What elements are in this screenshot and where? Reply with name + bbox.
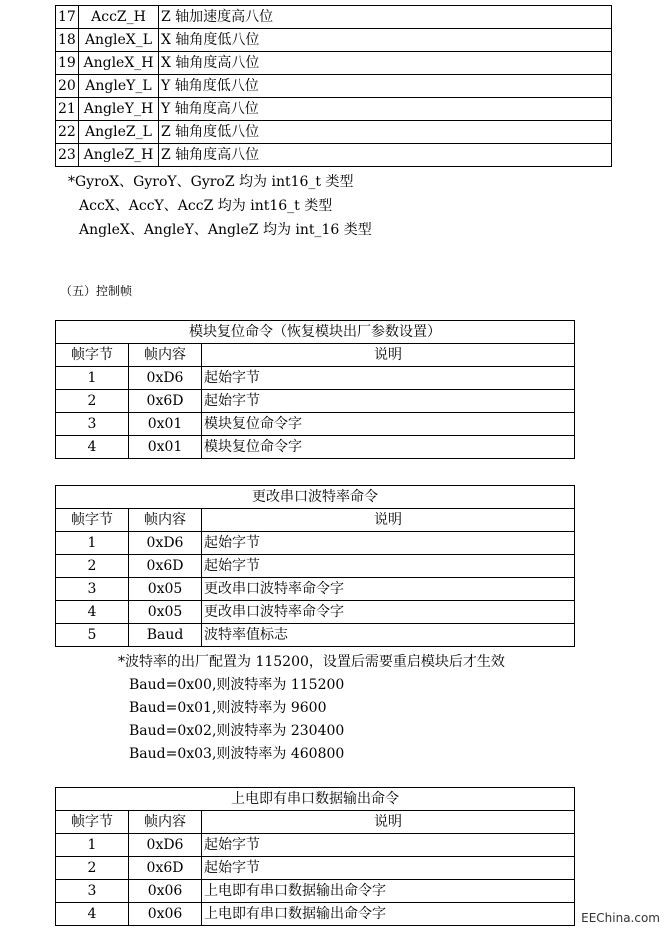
content-cell: 0x06 — [129, 880, 202, 903]
content-cell: 0x6D — [129, 390, 202, 413]
table-row — [56, 834, 575, 857]
content-cell: 0x06 — [129, 903, 202, 926]
table-title-row — [56, 486, 575, 509]
description-cell: 更改串口波特率命令字 — [202, 601, 575, 624]
reset-command-table — [55, 320, 575, 459]
content-cell: 0xD6 — [129, 532, 202, 555]
table-row — [56, 624, 575, 647]
description-cell: 模块复位命令字 — [202, 436, 575, 459]
register-name: AngleY_L — [79, 75, 159, 98]
type-note: AccX、AccY、AccZ 均为 int16_t 类型 — [79, 198, 333, 214]
table-row — [56, 121, 612, 144]
register-table-body — [56, 6, 612, 167]
content-cell: 0x6D — [129, 555, 202, 578]
reset-command-table-body — [56, 321, 575, 459]
baud-note: Baud=0x01,则波特率为 9600 — [129, 700, 327, 716]
table-row — [56, 98, 612, 121]
table-row — [56, 555, 575, 578]
description-cell: 更改串口波特率命令字 — [202, 578, 575, 601]
description-cell: 起始字节 — [202, 367, 575, 390]
content-cell: 0x05 — [129, 601, 202, 624]
column-header-byte: 帧字节 — [56, 811, 129, 834]
power-on-command-table-body — [56, 788, 575, 926]
register-number: 19 — [56, 52, 79, 75]
register-description: X 轴角度高八位 — [159, 52, 612, 75]
byte-cell: 1 — [56, 532, 129, 555]
column-header-content: 帧内容 — [129, 344, 202, 367]
byte-cell: 1 — [56, 834, 129, 857]
column-header-content: 帧内容 — [129, 811, 202, 834]
table-row — [56, 75, 612, 98]
register-description: Z 轴角度低八位 — [159, 121, 612, 144]
baud-note: Baud=0x03,则波特率为 460800 — [129, 746, 345, 762]
table-title: 更改串口波特率命令 — [56, 486, 575, 509]
description-cell: 上电即有串口数据输出命令字 — [202, 880, 575, 903]
description-cell: 起始字节 — [202, 390, 575, 413]
type-note: AngleX、AngleY、AngleZ 均为 int_16 类型 — [79, 222, 372, 238]
register-number: 22 — [56, 121, 79, 144]
byte-cell: 3 — [56, 413, 129, 436]
content-cell: 0xD6 — [129, 834, 202, 857]
column-header-byte: 帧字节 — [56, 344, 129, 367]
description-cell: 起始字节 — [202, 555, 575, 578]
register-number: 20 — [56, 75, 79, 98]
register-name: AngleX_L — [79, 29, 159, 52]
table-row — [56, 532, 575, 555]
table-row — [56, 29, 612, 52]
content-cell: Baud — [129, 624, 202, 647]
table-row — [56, 390, 575, 413]
baud-note: Baud=0x00,则波特率为 115200 — [129, 677, 345, 693]
table-title: 模块复位命令（恢复模块出厂参数设置） — [56, 321, 575, 344]
column-header-description: 说明 — [202, 509, 575, 532]
column-header-description: 说明 — [202, 811, 575, 834]
register-number: 21 — [56, 98, 79, 121]
power-on-command-table — [55, 787, 575, 926]
table-row — [56, 367, 575, 390]
description-cell: 模块复位命令字 — [202, 413, 575, 436]
byte-cell: 4 — [56, 436, 129, 459]
register-description: Y 轴角度低八位 — [159, 75, 612, 98]
byte-cell: 3 — [56, 880, 129, 903]
register-table — [55, 5, 612, 167]
table-row — [56, 413, 575, 436]
register-description: Z 轴角度高八位 — [159, 144, 612, 167]
table-row — [56, 880, 575, 903]
table-row — [56, 903, 575, 926]
register-name: AngleZ_L — [79, 121, 159, 144]
byte-cell: 3 — [56, 578, 129, 601]
byte-cell: 2 — [56, 555, 129, 578]
content-cell: 0x6D — [129, 857, 202, 880]
table-row — [56, 6, 612, 29]
baud-note: *波特率的出厂配置为 115200，设置后需要重启模块后才生效 — [118, 654, 505, 670]
baud-command-table-body — [56, 486, 575, 647]
byte-cell: 4 — [56, 903, 129, 926]
table-row — [56, 52, 612, 75]
table-row — [56, 144, 612, 167]
byte-cell: 2 — [56, 857, 129, 880]
content-cell: 0x01 — [129, 436, 202, 459]
description-cell: 上电即有串口数据输出命令字 — [202, 903, 575, 926]
byte-cell: 5 — [56, 624, 129, 647]
register-name: AngleZ_H — [79, 144, 159, 167]
byte-cell: 4 — [56, 601, 129, 624]
baud-command-table — [55, 485, 575, 647]
description-cell: 波特率值标志 — [202, 624, 575, 647]
byte-cell: 1 — [56, 367, 129, 390]
table-title-row — [56, 321, 575, 344]
register-name: AngleY_H — [79, 98, 159, 121]
register-name: AngleX_H — [79, 52, 159, 75]
table-row — [56, 436, 575, 459]
register-description: Z 轴加速度高八位 — [159, 6, 612, 29]
description-cell: 起始字节 — [202, 834, 575, 857]
description-cell: 起始字节 — [202, 532, 575, 555]
register-number: 17 — [56, 6, 79, 29]
table-title-row — [56, 788, 575, 811]
column-header-description: 说明 — [202, 344, 575, 367]
description-cell: 起始字节 — [202, 857, 575, 880]
content-cell: 0x05 — [129, 578, 202, 601]
register-description: X 轴角度低八位 — [159, 29, 612, 52]
content-cell: 0xD6 — [129, 367, 202, 390]
register-name: AccZ_H — [79, 6, 159, 29]
watermark: EEChina.com — [581, 911, 660, 925]
column-header-content: 帧内容 — [129, 509, 202, 532]
section-heading: （五）控制帧 — [60, 284, 133, 298]
content-cell: 0x01 — [129, 413, 202, 436]
register-description: Y 轴角度高八位 — [159, 98, 612, 121]
table-row — [56, 857, 575, 880]
table-row — [56, 578, 575, 601]
table-header-row — [56, 811, 575, 834]
baud-note: Baud=0x02,则波特率为 230400 — [129, 723, 345, 739]
register-number: 18 — [56, 29, 79, 52]
table-row — [56, 601, 575, 624]
byte-cell: 2 — [56, 390, 129, 413]
table-header-row — [56, 509, 575, 532]
type-note: *GyroX、GyroY、GyroZ 均为 int16_t 类型 — [68, 174, 354, 190]
column-header-byte: 帧字节 — [56, 509, 129, 532]
table-title: 上电即有串口数据输出命令 — [56, 788, 575, 811]
table-header-row — [56, 344, 575, 367]
register-number: 23 — [56, 144, 79, 167]
